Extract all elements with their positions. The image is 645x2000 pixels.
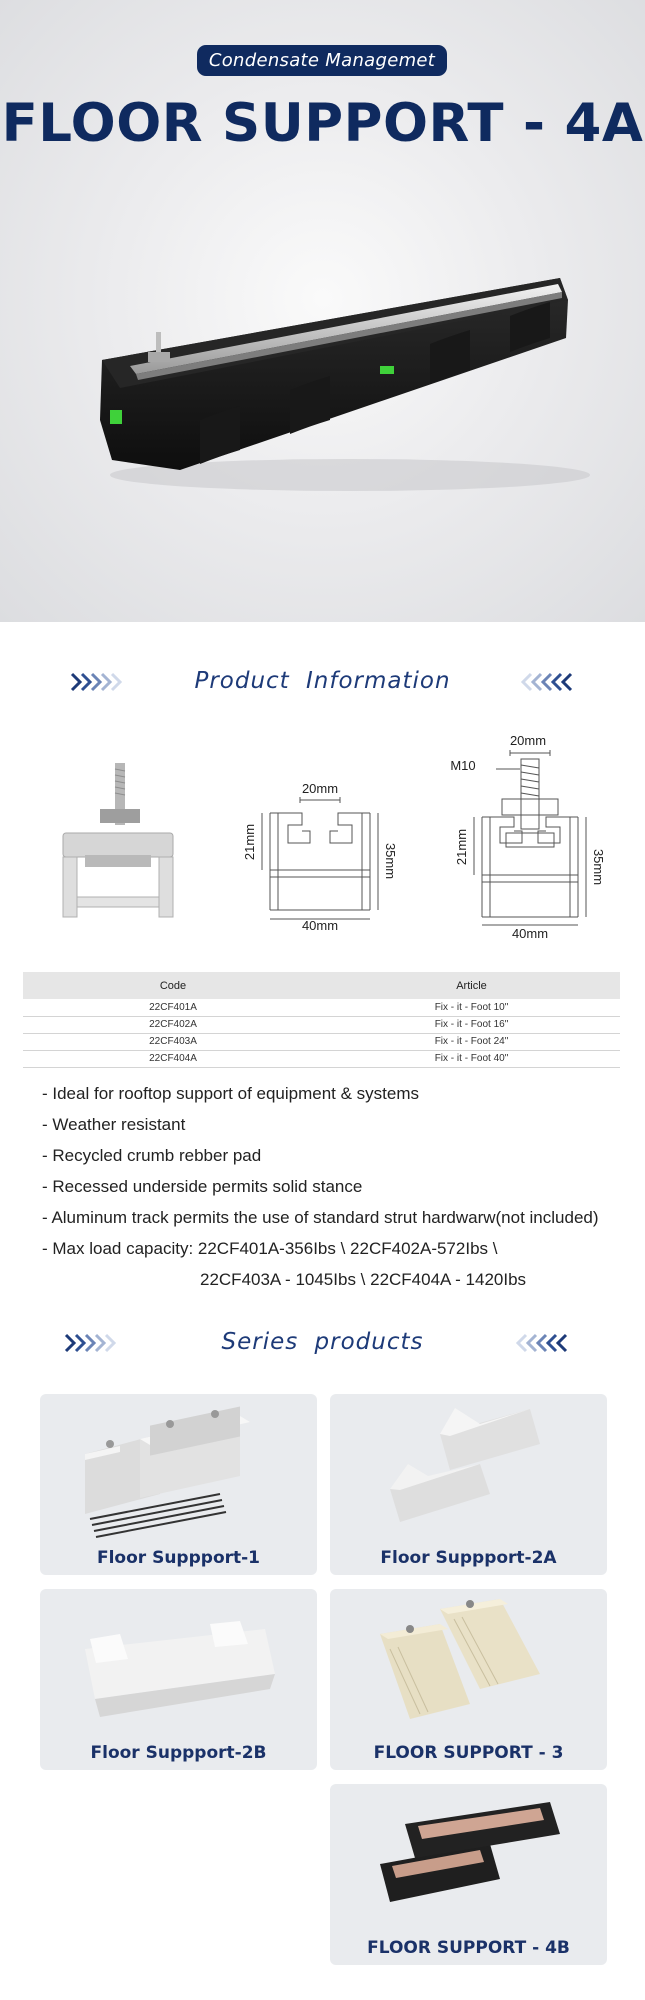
table-row: [23, 1050, 620, 1067]
channel-dim-left: 21mm: [242, 823, 257, 861]
series-card-label: Floor Suppport-2B: [90, 1743, 267, 1763]
table-row: [23, 999, 620, 1016]
assembly-dim-top: 20mm: [509, 733, 547, 748]
series-header: [0, 1324, 645, 1364]
product-title: FLOOR SUPPORT - 4A: [1, 93, 644, 154]
floor-support-3-image: [330, 1589, 607, 1739]
cell-article: Fix - it - Foot 10": [323, 999, 620, 1016]
hero-section: [0, 0, 645, 622]
cell-code: 22CF401A: [23, 999, 323, 1016]
table-header-row: [23, 972, 620, 999]
table-row: [23, 1016, 620, 1033]
series-card-floor-support-2a[interactable]: [330, 1394, 607, 1575]
feature-item: - Ideal for rooftop support of equipment & systems: [42, 1084, 420, 1103]
floor-support-2a-image: [330, 1394, 607, 1544]
series-card-floor-support-2b[interactable]: [40, 1589, 317, 1770]
series-card-label: FLOOR SUPPORT - 4B: [367, 1938, 570, 1958]
series-card-floor-support-1[interactable]: [40, 1394, 317, 1575]
feature-item: - Max load capacity: 22CF401A-356Ibs \ 22CF402A-572Ibs \: [42, 1239, 498, 1258]
feature-item: - Aluminum track permits the use of standard strut hardwarw(not included): [42, 1208, 599, 1227]
category-badge: Condensate Managemet: [197, 45, 447, 76]
chevrons-left-icon: [517, 670, 573, 694]
cell-article: Fix - it - Foot 16": [323, 1016, 620, 1033]
series-card-label: FLOOR SUPPORT - 3: [373, 1743, 564, 1763]
feature-item: - Recessed underside permits solid stance: [42, 1177, 363, 1196]
assembly-dim-left: 21mm: [454, 828, 469, 866]
series-title: Series products: [221, 1329, 424, 1355]
cell-code: 22CF402A: [23, 1016, 323, 1033]
series-card-floor-support-4b[interactable]: [330, 1784, 607, 1965]
feature-item: - Recycled crumb rebber pad: [42, 1146, 262, 1165]
bracket-photo: [55, 725, 180, 935]
channel-dim-bottom: 40mm: [301, 918, 339, 933]
floor-support-1-image: [40, 1394, 317, 1544]
cell-code: 22CF404A: [23, 1050, 323, 1067]
col-header-code: Code: [23, 972, 323, 999]
channel-diagram: [230, 725, 400, 940]
chevrons-left-icon: [512, 1331, 568, 1355]
series-card-label: Floor Suppport-1: [96, 1548, 261, 1568]
cell-code: 22CF403A: [23, 1033, 323, 1050]
product-info-header: [0, 663, 645, 703]
assembly-diagram: [440, 725, 615, 950]
floor-support-2b-image: [40, 1589, 317, 1739]
cell-article: Fix - it - Foot 40": [323, 1050, 620, 1067]
floor-support-4b-image: [330, 1784, 607, 1934]
cell-article: Fix - it - Foot 24": [323, 1033, 620, 1050]
series-card-label: Floor Suppport-2A: [380, 1548, 557, 1568]
product-info-title: Product Information: [194, 668, 451, 694]
feature-item: 22CF403A - 1045Ibs \ 22CF404A - 1420Ibs: [200, 1270, 527, 1289]
feature-item: - Weather resistant: [42, 1115, 186, 1134]
channel-dim-top: 20mm: [301, 781, 339, 796]
col-header-article: Article: [323, 972, 620, 999]
assembly-dim-bottom: 40mm: [511, 926, 549, 941]
table-row: [23, 1033, 620, 1050]
floor-support-4a-image: [90, 270, 610, 500]
series-card-floor-support-3[interactable]: [330, 1589, 607, 1770]
product-codes-table: [23, 972, 620, 1068]
assembly-dim-bolt: M10: [450, 758, 476, 773]
channel-dim-right: 35mm: [383, 842, 398, 880]
assembly-dim-right: 35mm: [591, 848, 606, 886]
